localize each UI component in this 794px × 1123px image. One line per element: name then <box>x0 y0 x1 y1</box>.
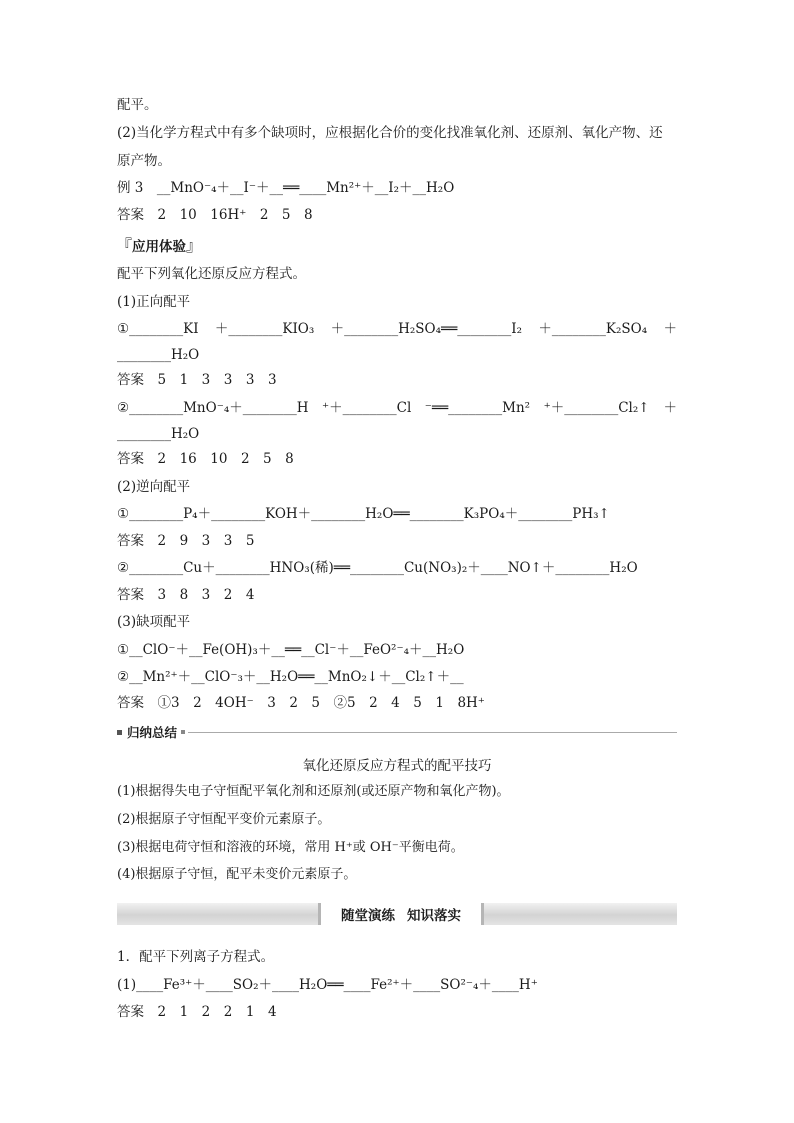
equation-q1-cont: ________H₂O <box>117 347 200 363</box>
text-line: 原产物。 <box>117 153 171 169</box>
equation-q1: ①________KI ＋________KIO₃ ＋________H₂SO₄══________I₂ ＋________K₂SO₄ ＋ <box>117 321 677 337</box>
subsection-heading: (3)缺项配平 <box>117 614 191 630</box>
equation-q2: ②________MnO⁻₄＋________H ⁺＋________Cl ⁻══________Mn² ⁺＋________Cl₂↑ ＋ <box>117 400 677 416</box>
banner-title: 随堂演练 知识落实 <box>318 903 484 925</box>
summary-item: (1)根据得失电子守恒配平氧化剂和还原剂(或还原产物和氧化产物)。 <box>117 784 510 799</box>
answer-line: 答案 2 10 16H⁺ 2 5 8 <box>117 207 313 223</box>
summary-item: (4)根据原子守恒，配平未变价元素原子。 <box>117 867 357 882</box>
text-line: (2)当化学方程式中有多个缺项时，应根据化合价的变化找准氧化剂、还原剂、氧化产物、还 <box>117 125 663 141</box>
equation-q6: ②__Mn²⁺＋__ClO⁻₃＋__H₂O══__MnO₂↓＋__Cl₂↑＋__ <box>117 669 464 685</box>
summary-label: 归纳总结 <box>127 725 178 740</box>
divider <box>188 732 677 733</box>
summary-item: (2)根据原子守恒配平变价元素原子。 <box>117 812 331 827</box>
example-equation: 例 3 __MnO⁻₄＋__I⁻＋__══____Mn²⁺＋__I₂＋__H₂O <box>117 180 455 196</box>
square-bullet-icon <box>117 730 122 735</box>
practice-intro: 配平下列氧化还原反应方程式。 <box>117 266 306 282</box>
section-tag: 『应用体验』 <box>116 236 203 255</box>
exercise-title: 1．配平下列离子方程式。 <box>117 949 275 965</box>
subsection-heading: (2)逆向配平 <box>117 479 191 495</box>
equation-q3: ①________P₄＋________KOH＋________H₂O══________K₃PO₄＋________PH₃↑ <box>117 506 610 522</box>
answer-line: 答案 5 1 3 3 3 3 <box>117 372 277 388</box>
summary-header <box>117 724 677 740</box>
subsection-heading: (1)正向配平 <box>117 294 191 310</box>
answer-line: 答案 ①3 2 4OH⁻ 3 2 5 ②5 2 4 5 1 8H⁺ <box>117 695 485 711</box>
answer-line: 答案 2 16 10 2 5 8 <box>117 451 294 467</box>
equation-q5: ①__ClO⁻＋__Fe(OH)₃＋__══__Cl⁻＋__FeO²⁻₄＋__H₂O <box>117 642 465 658</box>
summary-title: 氧化还原反应方程式的配平技巧 <box>302 758 492 774</box>
equation-q2-cont: ________H₂O <box>117 426 200 442</box>
text-line: 配平。 <box>117 97 158 113</box>
answer-line: 答案 3 8 3 2 4 <box>117 587 255 603</box>
section-banner <box>117 903 677 925</box>
equation-ex1: (1)____Fe³⁺＋____SO₂＋____H₂O══____Fe²⁺＋____SO²⁻₄＋____H⁺ <box>117 977 538 993</box>
summary-item: (3)根据电荷守恒和溶液的环境，常用 H⁺或 OH⁻平衡电荷。 <box>117 840 464 855</box>
square-bullet-icon <box>181 730 185 734</box>
answer-line: 答案 2 9 3 3 5 <box>117 533 255 549</box>
answer-line: 答案 2 1 2 2 1 4 <box>117 1004 277 1020</box>
equation-q4: ②________Cu＋________HNO₃(稀)══________Cu(NO₃)₂＋____NO↑＋________H₂O <box>117 560 638 576</box>
